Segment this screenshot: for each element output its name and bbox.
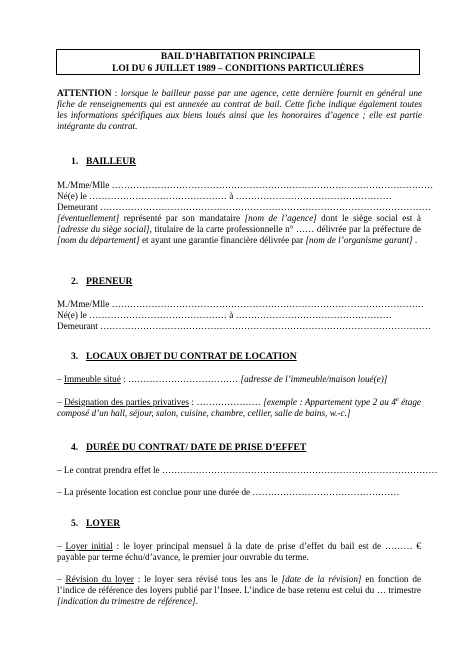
section-heading-bailleur [71,156,136,167]
section-label: LOYER [86,518,121,529]
attention-colon: : [111,88,121,98]
effet-line: – Le contrat prendra effet le ……………………………………………………………………………… [57,465,438,475]
designation-dots: : ………………… [188,397,264,407]
section-heading-preneur [71,276,132,287]
designation-hint-b: étage composé d’un hall, séjour, salon, cuisine, chambre, cellier, salle de bains, w.-c.] [57,397,421,419]
immeuble-hint: [adresse de l’immeuble/maison loué(e)] [240,374,388,384]
section-number: 1. [71,156,79,167]
rep-agency: [nom de l’agence] [244,213,317,223]
preneur-birth-line: Né(e) le ……………………………………… à …………………………………………… [57,310,392,320]
title-box [56,49,420,75]
section-label: LOCAUX OBJET DU CONTRAT DE LOCATION [86,351,297,362]
revision-text-1: : le loyer sera révisé tous les ans le [133,574,282,584]
section-number: 3. [71,351,79,362]
immeuble-dots: : ……………………………… [120,374,241,384]
rep-text-4: et ayant une garantie financière délivrée par [139,235,306,246]
preneur-address-line: Demeurant ……………………………………………………………………………………………… [57,321,431,331]
title-line-1: BAIL D’HABITATION PRINCIPALE [160,52,316,62]
section-heading-duree [71,442,306,453]
immeuble-label: Immeuble situé [63,374,121,384]
loyer-revision-paragraph [57,574,421,608]
rep-eventually: [éventuellement] [57,213,120,223]
loyer-initial-paragraph [57,541,421,563]
designation-hint-a: [exemple : Appartement type 2 au 4 [263,397,396,407]
loyer-revision-label: Révision du loyer [65,574,134,584]
designation-label: Désignation des parties privatives [64,397,189,407]
attention-keyword: ATTENTION [57,88,112,98]
section-number: 2. [71,276,79,287]
bailleur-birth-line: Né(e) le ……………………………………… à …………………………………………… [57,191,392,201]
immeuble-line [57,374,387,385]
dash: – [57,541,66,551]
dash: – [57,574,66,584]
designation-hint-sup: e [395,396,399,403]
revision-quarter-hint: [indication du trimestre de référence] [57,596,196,607]
title-line-2: LOI DU 6 JUILLET 1989 – CONDITIONS PARTICULIÈRES [112,64,364,74]
rep-text-3: , titulaire de la carte professionnelle n° …… délivrée par la préfecture de [149,224,422,235]
dash: – [57,374,64,384]
revision-date-hint: [date de la révision] [281,574,362,584]
revision-text-3: . [195,596,198,607]
section-label: PRENEUR [86,276,133,287]
section-heading-locaux [71,351,297,362]
bailleur-name-line: M./Mme/Mlle …………………………………………………………………………………………… [57,180,434,190]
section-heading-loyer [71,518,120,529]
rep-text-5: . [412,235,418,246]
preneur-name-line: M./Mme/Mlle ………………………………………………………………………………………… [57,299,424,309]
revision-text-2: en fonction de l’indice de référence des loyers publié par l’Insee. L’indice de base retenu est celui du … trimestre [57,574,422,596]
rep-department: [nom du département] [57,235,140,246]
section-label: DURÉE DU CONTRAT/ DATE DE PRISE D’EFFET [86,442,307,453]
loyer-initial-text: : le loyer principal mensuel à la date de prise d’effet du bail est de ……… € payable par terme échu/d’avance, le premier jour ouvrable du terme. [57,541,422,563]
attention-text: lorsque le bailleur passe par une agence, cette dernière fournit en général une fiche de renseignements qui est annexée au contrat de bail. Cette fiche indique également toutes les informations spécifiques aux biens loués ainsi que les honoraires d’agence ; elle est partie intégrante du contrat. [57,88,422,132]
rep-text-2: dont le siège social est à [316,213,421,223]
attention-notice [57,88,422,132]
rep-text-1: représenté par son mandataire [119,213,245,223]
section-label: BAILLEUR [86,156,137,167]
bailleur-address-line: Demeurant ……………………………………………………………………………………………… [57,202,431,212]
rep-guarantor: [nom de l’organisme garant] [305,235,413,246]
duree-line: – La présente location est conclue pour une durée de ………………………………………… [57,487,400,497]
section-number: 5. [71,518,79,529]
bailleur-representative [57,213,421,247]
section-number: 4. [71,442,79,453]
loyer-initial-label: Loyer initial [65,541,113,551]
designation-paragraph [57,397,421,419]
rep-address: [adresse du siège social] [57,224,150,235]
dash: – [57,397,65,407]
